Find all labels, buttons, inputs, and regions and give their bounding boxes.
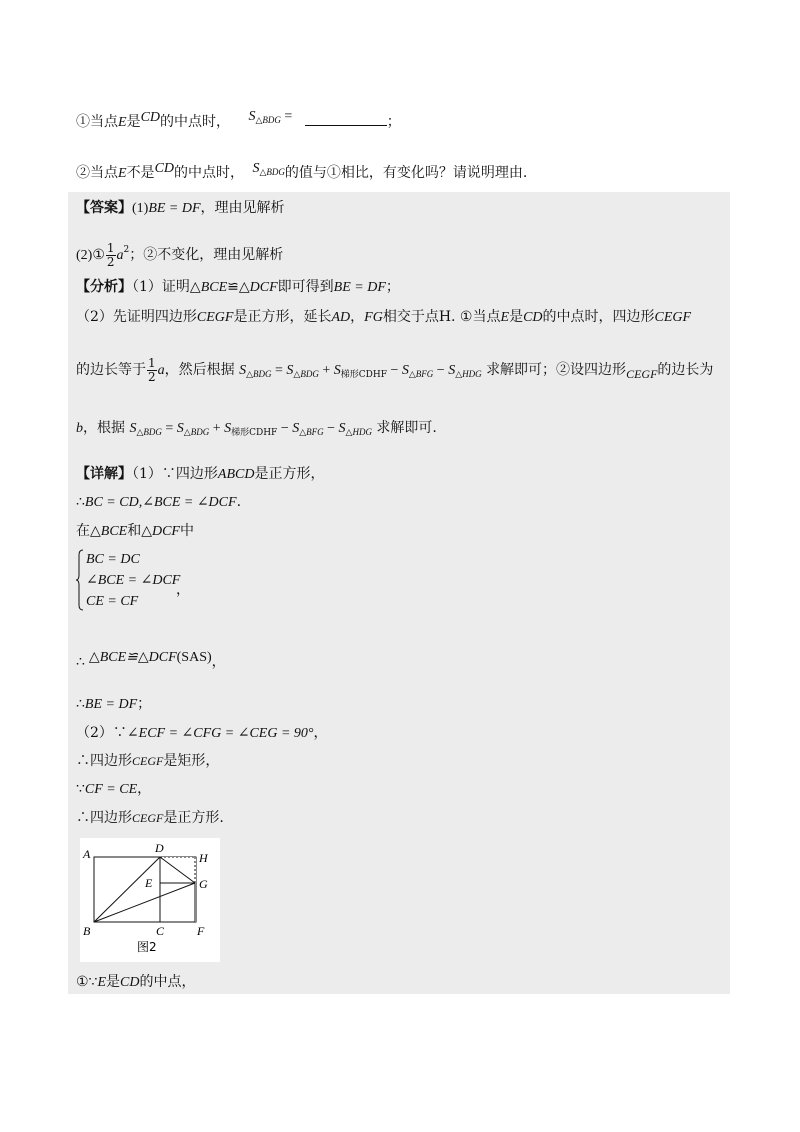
area-expression: $S_{\triangle BDG}$ = bbox=[248, 109, 293, 125]
detail-line-1: 【详解】（1）∵四边形ABCD是正方形， bbox=[76, 466, 325, 482]
label-e: E bbox=[145, 876, 153, 890]
detail-line-6: （2）∵∠ECF = ∠CFG = ∠CEG = 90°， bbox=[76, 725, 328, 741]
answer-line-2: (2)① $\frac{1}{2}$ $a^2$；②不变化，理由见解析 bbox=[76, 240, 284, 269]
label-c: C bbox=[156, 924, 165, 938]
analysis-line-3: 的边长等于 $\frac{1}{2}$ a，然后根据 $S_{\triangle BDG} = S_{\triangle BDG} + S_{梯形CDHF} - S_{\triangle BFG} - S_{\triangle HDG}$ 求解即可；②设四边形CEGF的边长为 bbox=[76, 355, 714, 384]
label-f: F bbox=[197, 924, 205, 938]
label-b: B bbox=[83, 924, 91, 938]
detail-line-9: ∴四边形CEGF是正方形. bbox=[76, 810, 224, 826]
detail-line-4: ∴ △BCE≌△DCF(SAS)， bbox=[76, 650, 226, 670]
analysis-line-2: （2）先证明四边形CEGF是正方形，延长AD，FG相交于点H. ①当点E是CD的中点时，四边形CEGF bbox=[76, 309, 692, 325]
analysis-line-1: 【分析】（1）证明△BCE≌△DCF即可得到BE = DF； bbox=[76, 279, 400, 295]
brace-symbol bbox=[76, 549, 84, 611]
detail-line-2: ∴BC = CD,∠BCE = ∠DCF. bbox=[76, 494, 242, 510]
detail-line-8: ∵CF = CE， bbox=[76, 781, 152, 797]
label-h: H bbox=[199, 851, 208, 865]
analysis-line-4: b，根据 $S_{\triangle BDG} = S_{\triangle BDG} + S_{梯形CDHF} - S_{\triangle BFG} - S_{\triangle HDG}$ 求解即可. bbox=[76, 420, 437, 438]
system-row: BC = DC bbox=[86, 552, 140, 567]
label-a: A bbox=[83, 847, 91, 861]
geometry-figure bbox=[80, 838, 220, 962]
detail-line-5: ∴BE = DF； bbox=[76, 696, 152, 712]
system-row: ∠BCE = ∠DCF bbox=[86, 573, 181, 588]
question-1: ①当点E是CD的中点时， $S_{\triangle BDG}$ = ； bbox=[76, 106, 401, 133]
system-row: CE = CF bbox=[86, 594, 139, 609]
detail-line-10: ①∵E是CD的中点， bbox=[76, 974, 196, 990]
detail-line-7: ∴四边形CEGF是矩形， bbox=[76, 753, 220, 769]
detail-line-3: 在△BCE和△DCF中 bbox=[76, 523, 194, 539]
figure-caption: 图2 bbox=[137, 940, 157, 954]
question-2: ②当点E不是CD的中点时， $S_{\triangle BDG}$的值与①相比，有变化吗？请说明理由. bbox=[76, 161, 528, 181]
label-g: G bbox=[199, 877, 208, 891]
answer-blank bbox=[305, 113, 387, 126]
answer-line-1: 【答案】(1)BE = DF，理由见解析 bbox=[76, 200, 285, 216]
label-d: D bbox=[155, 841, 164, 855]
